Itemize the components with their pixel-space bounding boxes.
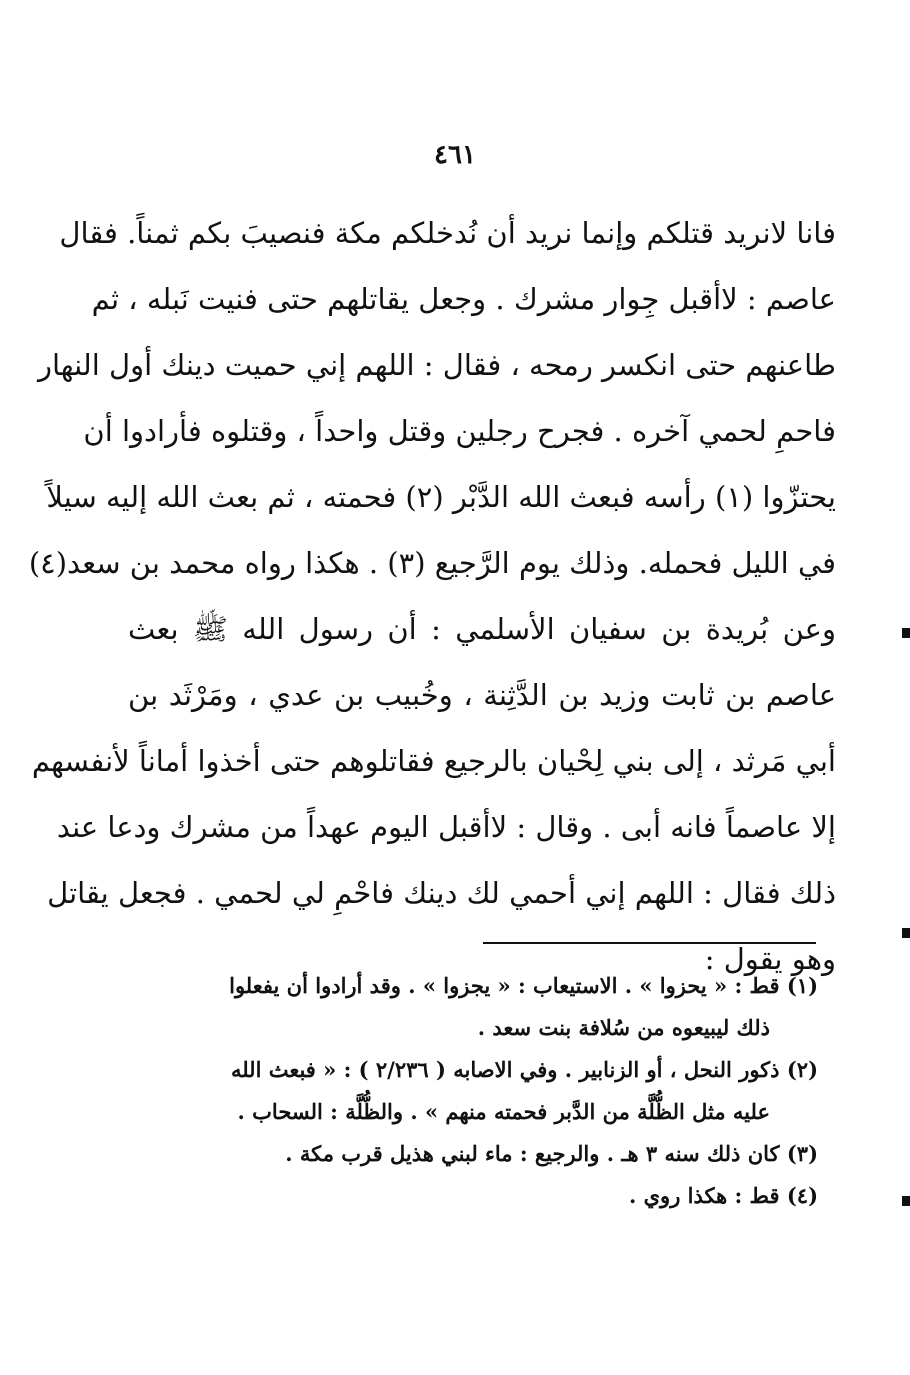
footnotes [118, 965, 818, 1217]
text-line: فانا لانريد قتلكم وإنما نريد أن نُدخلكم مكة فنصيبَ بكم ثمناً. فقال [59, 216, 836, 250]
text-line: وعن بُريدة بن سفيان الأسلمي : أن رسول الله ﷺ بعث [128, 612, 836, 646]
scan-edge-mark [902, 1196, 910, 1206]
text-line: ذلك فقال : اللهم إني أحمي لك دينك فاحْمِ لي لحمي . فجعل يقاتل [47, 876, 836, 910]
text-line: طاعنهم حتى انكسر رمحه ، فقال : اللهم إني حميت دينك أول النهار [37, 348, 836, 382]
footnote-2-line: عليه مثل الظُّلَّة من الدَّبر فحمته منهم » . والظُّلَّة : السحاب . [237, 1099, 770, 1124]
footnote-1-line: (١) قط : « يحزوا » . الاستيعاب : « يجزوا » . وقد أرادوا أن يفعلوا [229, 973, 818, 998]
main-text [28, 200, 836, 992]
text-line: فاحمِ لحمي آخره . فجرح رجلين وقتل واحداً ، وقتلوه فأرادوا أن [83, 414, 836, 448]
scan-edge-mark [902, 628, 910, 638]
text-line: وهو يقول : [704, 942, 836, 976]
footnote-4-line: (٤) قط : هكذا روي . [629, 1183, 818, 1208]
footnote-2-line: (٢) ذكور النحل ، أو الزنابير . وفي الاصابه ( ٢/٢٣٦ ) : « فبعث الله [230, 1057, 818, 1082]
text-line: إلا عاصماً فانه أبى . وقال : لاأقبل اليوم عهداً من مشرك ودعا عند [56, 810, 836, 844]
text-line: عاصم : لاأقبل جِوار مشرك . وجعل يقاتلهم حتى فنيت نَبله ، ثم [91, 282, 836, 316]
text-line: يحتزّوا (١) رأسه فبعث الله الدَّبْر (٢) فحمته ، ثم بعث الله إليه سيلاً [46, 480, 836, 514]
text-line: عاصم بن ثابت وزيد بن الدَّثِنة ، وخُبيب بن عدي ، ومَرْثَد بن [128, 678, 836, 712]
footnote-1-line: ذلك ليبيعوه من سُلافة بنت سعد . [477, 1015, 770, 1040]
footnote-3-line: (٣) كان ذلك سنه ٣ هـ . والرجيع : ماء لبني هذيل قرب مكة . [285, 1141, 818, 1166]
scan-edge-mark [902, 928, 910, 938]
text-line: في الليل فحمله. وذلك يوم الرَّجيع (٣) . هكذا رواه محمد بن سعد(٤) [28, 546, 836, 580]
footnote-divider [483, 942, 816, 944]
page-number: ٤٦١ [434, 140, 476, 170]
text-line: أبي مَرثد ، إلى بني لِحْيان بالرجيع فقاتلوهم حتى أخذوا أماناً لأنفسهم [31, 744, 836, 778]
